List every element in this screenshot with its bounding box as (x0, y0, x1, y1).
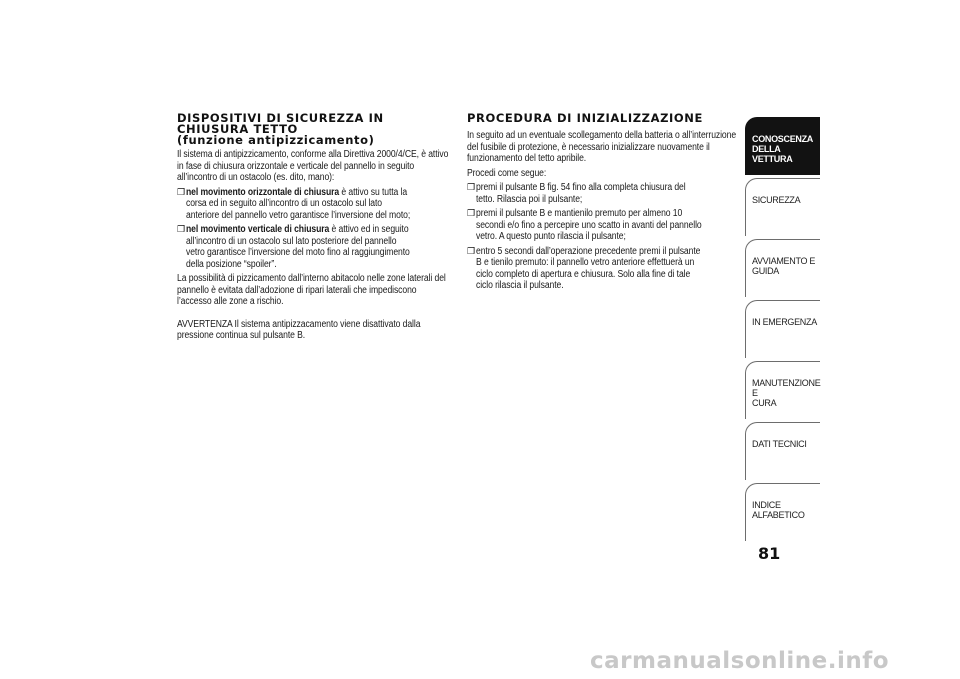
tab-avviamento-e-guida[interactable] (745, 239, 820, 297)
watermark: carmanualsonline.info (590, 648, 890, 674)
checkbox-bullet-icon: ❒ (177, 186, 186, 197)
tab-label: AVVIAMENTO E (752, 256, 816, 266)
checkbox-bullet-icon: ❒ (467, 245, 476, 256)
section-heading-procedura: PROCEDURA DI INIZIALIZZAZIONE (467, 111, 703, 125)
tab-label: GUIDA (752, 266, 780, 276)
intro-paragraph: Il sistema di antipizzicamento, conforme alla Direttiva 2000/4/CE, è attivo in fase di chiusura orizzontale e verticale del pannello in seguito all’incontro di un ostacolo (es. dito, mano): (177, 149, 449, 183)
procedi-label: Procedi come segue: (467, 167, 547, 179)
tab-label: MANUTENZIONE E (752, 378, 821, 398)
tab-label: CONOSCENZA (752, 134, 814, 144)
left-column (177, 113, 449, 345)
tab-label: INDICE ALFABETICO (752, 500, 805, 520)
list-item-text: premi il pulsante B fig. 54 fino alla completa chiusura del tetto. Rilascia poi il pulsante; (476, 182, 686, 205)
tab-label: SICUREZZA (752, 195, 801, 205)
intro-paragraph: In seguito ad un eventuale scollegamento della batteria o all’interruzione del fusibile di protezione, è necessario inizializzare nuovamente il funzionamento del tetto apribile. (467, 130, 737, 164)
checkbox-bullet-icon: ❒ (467, 208, 476, 218)
page-number: 81 (758, 544, 781, 563)
list-item-body: è attivo su tutta la corsa ed in seguito all’incontro di un ostacolo sul lato anteriore del pannello vetro garantisce l’inversione del moto; (186, 186, 411, 221)
list-item-text (186, 187, 412, 222)
list-item-text (186, 224, 412, 270)
tab-sicurezza[interactable] (745, 178, 820, 236)
tab-in-emergenza[interactable] (745, 300, 820, 358)
tab-conoscenza-della-vettura[interactable] (745, 117, 820, 175)
bold-term: nel movimento verticale di chiusura (186, 224, 330, 235)
list-item (177, 224, 449, 270)
chapter-tabs (745, 117, 820, 544)
list-item-body: è attivo ed in seguito all’incontro di un ostacolo sul lato posteriore del pannello vetro garantisce l’inversione del moto fino al raggiungimento della posizione “spoiler”. (186, 224, 410, 270)
checkbox-bullet-icon: ❒ (467, 182, 476, 192)
heading-line: CHIUSURA TETTO (177, 122, 298, 136)
checkbox-bullet-icon: ❒ (177, 224, 186, 234)
tab-label: CURA (752, 398, 777, 408)
tab-dati-tecnici[interactable] (745, 422, 820, 480)
tab-label: IN EMERGENZA (752, 317, 817, 327)
body-paragraph: La possibilità di pizzicamento dall’interno abitacolo nelle zone laterali del pannello è evitata dall’adozione di ripari laterali che impediscono l’accesso alle zone a rischio. (177, 273, 446, 307)
bold-term: nel movimento orizzontale di chiusura (186, 186, 340, 198)
tab-label: DATI TECNICI (752, 439, 807, 449)
tab-indice-alfabetico[interactable] (745, 483, 820, 541)
list-item (467, 246, 743, 292)
heading-line: DISPOSITIVI DI SICUREZZA IN (177, 111, 384, 125)
list-item (177, 187, 449, 222)
warning-paragraph: AVVERTENZA Il sistema antipizzacamento viene disattivato dalla pressione continua sul pulsante B. (177, 318, 421, 341)
list-item (467, 182, 743, 205)
list-item-text: entro 5 secondi dall’operazione precedente premi il pulsante B e tienilo premuto: il pannello vetro anteriore effettuerà un ciclo completo di apertura e chiusura. Solo alla fine di tale ciclo rilascia il pulsante. (476, 245, 701, 291)
tab-label: DELLA VETTURA (752, 144, 793, 164)
list-item-text: premi il pulsante B e mantienilo premuto per almeno 10 secondi e/o fino a percepire uno scatto in avanti del pannello vetro. A questo punto rilascia il pulsante; (476, 208, 702, 242)
list-item (467, 208, 743, 243)
section-heading-dispositivi (177, 113, 449, 146)
right-column (467, 113, 743, 295)
heading-line: (funzione antipizzicamento) (177, 133, 375, 147)
tab-manutenzione-e-cura[interactable] (745, 361, 820, 419)
